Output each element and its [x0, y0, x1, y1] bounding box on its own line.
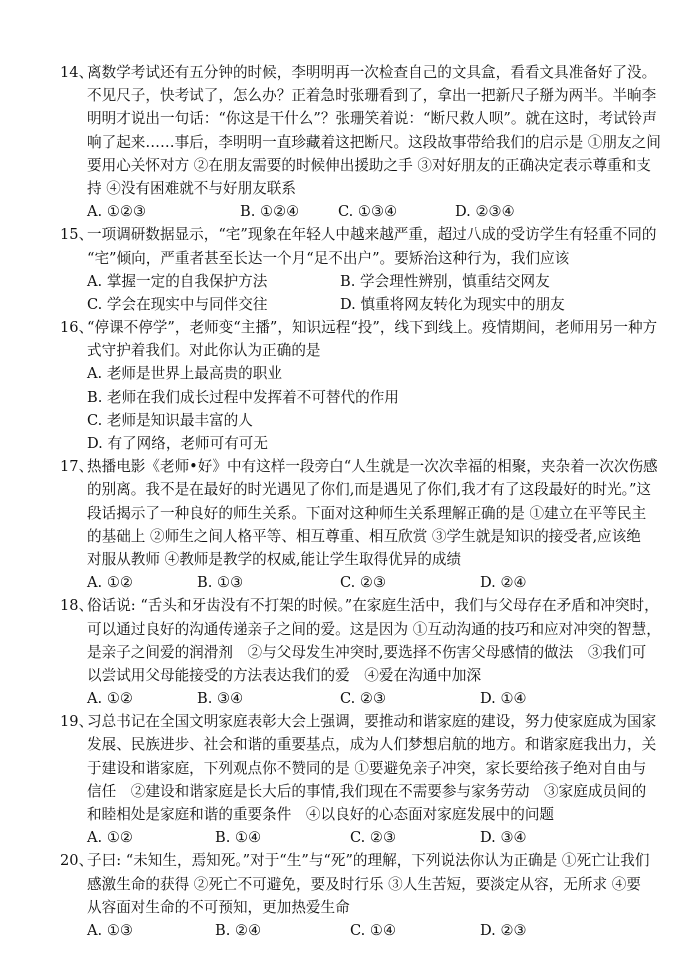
question-line [0, 733, 688, 756]
options-row [0, 200, 688, 223]
answer-option-b[interactable]: B. 学会理性辨别，慎重结交网友 [340, 272, 550, 290]
question-number: 15、 [60, 226, 94, 244]
question-line [0, 594, 688, 617]
answer-option-a[interactable]: A. 老师是世界上最高贵的职业 [87, 365, 282, 383]
question-text: 热播电影《老师•好》中有这样一段旁白“人生就是一次次幸福的相聚，夹杂着一次次伤感 [87, 458, 658, 476]
question-line [0, 131, 688, 154]
answer-option-b[interactable]: B. ①④ [215, 829, 262, 847]
answer-option-c[interactable]: C. ②③ [340, 690, 387, 708]
question-number: 19、 [60, 713, 94, 731]
question-text: 可以通过良好的沟通传递亲子之间的爱。这是因为 ①互动沟通的技巧和应对冲突的智慧， [87, 620, 661, 638]
question-text: 以尝试用父母能接受的方法表达我们的爱 ④爱在沟通中加深 [87, 666, 482, 684]
question-number: 18、 [60, 597, 94, 615]
question-line [0, 107, 688, 130]
answer-option-b[interactable]: B. ①③ [197, 574, 244, 592]
answer-option-c[interactable]: C. ①④ [350, 921, 397, 939]
question-line [0, 757, 688, 780]
question-number: 20、 [60, 852, 94, 870]
answer-option-c[interactable]: C. ②③ [340, 574, 387, 592]
question-text: 离数学考试还有五分钟的时候，李明明再一次检查自己的文具盒，看看文具准备好了没。 [87, 64, 657, 81]
answer-option-c[interactable]: C. 老师是知识最丰富的人 [87, 411, 253, 429]
question-text: 是亲子之间爱的润滑剂 ②与父母发生冲突时,要选择不伤害父母感情的做法 ③我们可 [87, 643, 647, 661]
question-line [0, 84, 688, 107]
question-text: 信任 ②建设和谐家庭是长大后的事情,我们现在不需要参与家务劳动 ③家庭成员间的 [87, 782, 647, 800]
answer-option-d[interactable]: D. 慎重将网友转化为现实中的朋友 [340, 295, 565, 313]
options-row [0, 687, 688, 710]
exam-document [0, 61, 688, 942]
question-line [0, 223, 688, 246]
question-line [0, 873, 688, 896]
options-row [0, 409, 688, 432]
question-text: 响了起来……事后，李明明一直珍藏着这把断尺。这段故事带给我们的启示是 ①朋友之间 [87, 133, 661, 151]
question-text: “停课不停学”，老师变“主播”，知识远程“投”，线下到线上。疫情期间，老师用另一种方 [87, 319, 658, 337]
answer-option-a[interactable]: A. ①③ [87, 921, 133, 939]
question-text: 的基础上 ②师生之间人格平等、相互尊重、相互欣赏 ③学生就是知识的接受者,应该绝 [87, 527, 641, 545]
options-row [0, 386, 688, 409]
question-text: 从容面对生命的不可预知，更加热爱生命 [87, 898, 350, 916]
question-text: 对服从教师 ④教师是教学的权威,能让学生取得优异的成绩 [87, 550, 462, 568]
answer-option-a[interactable]: A. ①② [87, 574, 133, 592]
question-text: 式守护着我们。对此你认为正确的是 [87, 342, 321, 360]
question-line [0, 247, 688, 270]
question-line [0, 455, 688, 478]
question-line [0, 641, 688, 664]
options-row [0, 919, 688, 942]
answer-option-c[interactable]: C. 学会在现实中与同伴交往 [87, 295, 268, 313]
question-text: 一项调研数据显示，“宅”现象在年轻人中越来越严重，超过八成的受访学生有轻重不同的 [87, 226, 657, 244]
answer-option-d[interactable]: D. ③④ [480, 829, 527, 847]
question-line [0, 177, 688, 200]
question-text: 要用心关怀对方 ②在朋友需要的时候伸出援助之手 ③对好朋友的正确决定表示尊重和支 [87, 156, 651, 174]
question-text: 和睦相处是家庭和谐的重要条件 ④以良好的心态面对家庭发展中的问题 [87, 806, 555, 823]
question-18 [0, 594, 688, 710]
answer-option-a[interactable]: A. ①② [87, 829, 133, 847]
question-number: 17、 [60, 458, 94, 476]
options-row [0, 826, 688, 849]
question-line [0, 803, 688, 826]
answer-option-a[interactable]: A. ①②③ [87, 203, 147, 221]
question-text: 段话揭示了一种良好的师生关系。下面对这种师生关系理解正确的是 ①建立在平等民主 [87, 504, 647, 522]
answer-option-d[interactable]: D. ②③ [480, 921, 527, 939]
question-line [0, 664, 688, 687]
question-line [0, 61, 688, 84]
question-text: 习总书记在全国文明家庭表彰大会上强调，要推动和谐家庭的建设，努力使家庭成为国家 [87, 713, 657, 731]
question-14 [0, 61, 688, 223]
answer-option-b[interactable]: B. ②④ [215, 921, 262, 939]
answer-option-a[interactable]: A. 掌握一定的自我保护方法 [87, 272, 268, 290]
question-16 [0, 316, 688, 455]
question-15 [0, 223, 688, 316]
answer-option-b[interactable]: B. ③④ [197, 690, 244, 708]
answer-option-b[interactable]: B. ①②④ [240, 203, 300, 221]
question-line [0, 618, 688, 641]
question-line [0, 525, 688, 548]
question-17 [0, 455, 688, 594]
question-line [0, 548, 688, 571]
answer-option-d[interactable]: D. ①④ [480, 690, 527, 708]
question-text: 明明才说出一句话：“你这是干什么”？张珊笑着说：“断尺救人呗”。就在这时，考试铃声 [87, 110, 657, 128]
options-row [0, 362, 688, 385]
answer-option-b[interactable]: B. 老师在我们成长过程中发挥着不可替代的作用 [87, 388, 399, 406]
answer-option-a[interactable]: A. ①② [87, 690, 133, 708]
options-row [0, 571, 688, 594]
question-text: 俗话说: “舌头和牙齿没有不打架的时候。”在家庭生活中，我们与父母存在矛盾和冲突时， [87, 597, 659, 615]
question-text: 持 ④没有困难就不与好朋友联系 [87, 179, 296, 197]
answer-option-d[interactable]: D. ②③④ [455, 203, 515, 221]
question-line [0, 478, 688, 501]
question-20 [0, 849, 688, 942]
answer-option-c[interactable]: C. ①③④ [338, 203, 398, 221]
question-line [0, 710, 688, 733]
question-line [0, 896, 688, 919]
options-row [0, 432, 688, 455]
question-number: 16、 [60, 319, 94, 337]
question-line [0, 849, 688, 872]
question-number: 14、 [60, 64, 94, 81]
question-text: 不见尺子，快考试了，怎么办？正着急时张珊看到了，拿出一把新尺子掰为两半。半晌李 [87, 87, 657, 105]
question-text: 发展、民族进步、社会和谐的重要基点，成为人们梦想启航的地方。和谐家庭我出力，关 [87, 736, 657, 754]
question-line [0, 154, 688, 177]
question-line [0, 780, 688, 803]
question-19 [0, 710, 688, 849]
question-text: “宅”倾向，严重者甚至长达一个月“足不出户”。要矫治这种行为，我们应该 [87, 249, 570, 267]
question-line [0, 502, 688, 525]
options-row [0, 293, 688, 316]
question-text: 感激生命的获得 ②死亡不可避免，要及时行乐 ③人生苦短，要淡定从容，无所求 ④要 [87, 875, 641, 893]
answer-option-d[interactable]: D. ②④ [480, 574, 527, 592]
question-text: 的别离。我不是在最好的时光遇见了你们,而是遇见了你们,我才有了这段最好的时光。”这 [87, 481, 652, 499]
question-line [0, 316, 688, 339]
question-text: 子曰: “未知生，焉知死。”对于“生”与“死”的理解，下列说法你认为正确是 ①死亡让我们 [87, 852, 650, 870]
answer-option-d[interactable]: D. 有了网络，老师可有可无 [87, 435, 268, 452]
options-row [0, 270, 688, 293]
answer-option-c[interactable]: C. ②③ [350, 829, 397, 847]
question-line [0, 339, 688, 362]
question-text: 于建设和谐家庭，下列观点你不赞同的是 ①要避免亲子冲突，家长要给孩子绝对自由与 [87, 759, 647, 777]
